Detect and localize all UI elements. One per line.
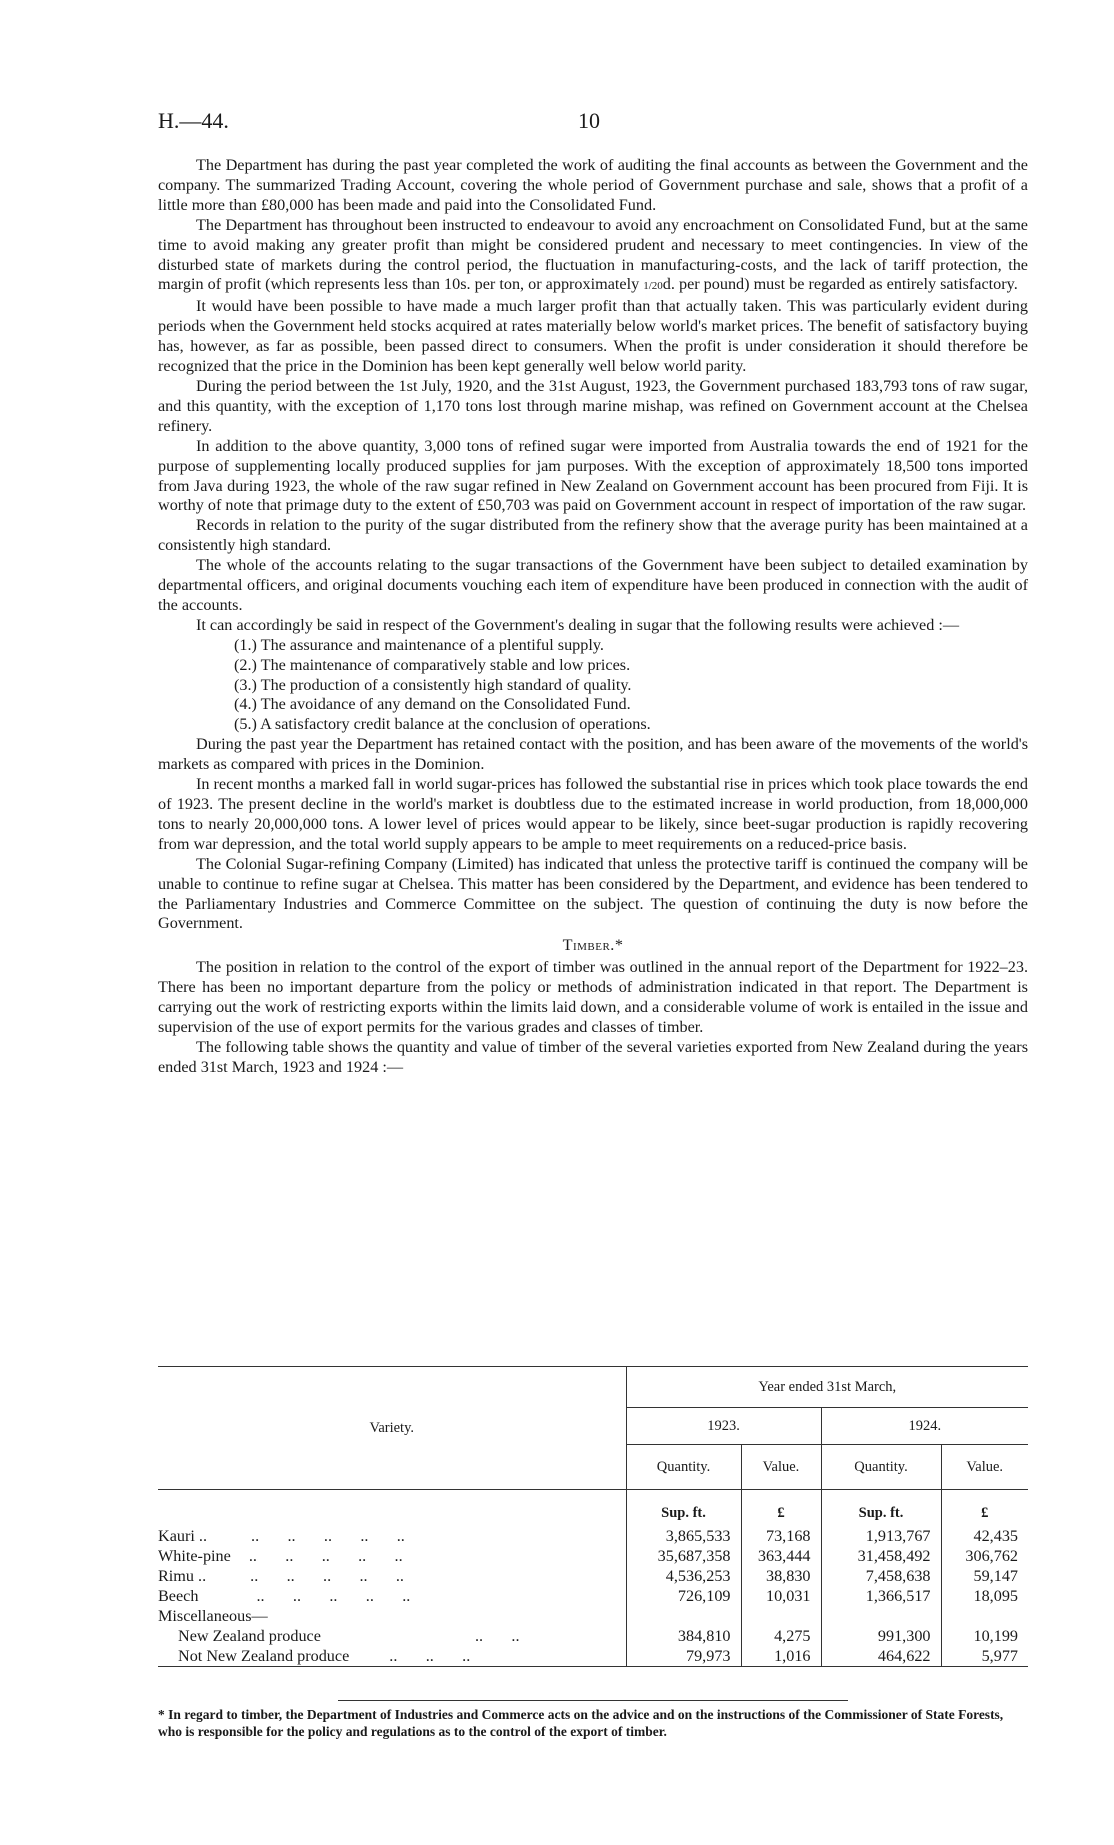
timber-export-table	[158, 1366, 1028, 1667]
quantity-header: Quantity.	[626, 1445, 741, 1490]
leader-dots: .. ..	[474, 1626, 520, 1645]
paragraph: The Colonial Sugar-refining Company (Limited) has indicated that unless the protective tariff is continued the company will be unable to continue to refine sugar at Chelsea. This matter has been considered by the Department, and evidence has been tendered to the Parliamentary Industries and Commerce Committee on the subject. The question of continuing the duty is now before the Government.	[158, 854, 1028, 933]
variety-name: Kauri ..	[158, 1526, 207, 1545]
value-1924: 42,435	[941, 1526, 1028, 1546]
variety-name: Not New Zealand produce	[178, 1646, 350, 1665]
variety-name: Rimu ..	[158, 1566, 207, 1585]
page-number: 10	[578, 108, 600, 133]
paragraph	[158, 216, 1028, 298]
quantity-1923: 35,687,358	[626, 1546, 741, 1566]
quantity-1924: 464,622	[821, 1646, 941, 1667]
value-header: Value.	[741, 1445, 821, 1490]
variety-name: Beech	[158, 1586, 199, 1605]
unit-value: £	[741, 1490, 821, 1527]
list-item: (4.) The avoidance of any demand on the Consolidated Fund.	[234, 695, 631, 714]
paragraph: Records in relation to the purity of the sugar distributed from the refinery show that the average purity has been maintained at a consistently high standard.	[158, 516, 1028, 555]
paragraph: In recent months a marked fall in world sugar-prices has followed the substantial rise in prices which took place towards the end of 1923. The present decline in the world's market is doubtless due to the estimated increase in world production, from 18,000,000 tons to nearly 20,000,000 tons. A lower level of prices would appear to be likely, since beet-sugar production is rapidly recovering from war depression, and the total world supply appears to be ample to meet requirements on a reduced-price basis.	[158, 775, 1028, 853]
list-item: (1.) The assurance and maintenance of a plentiful supply.	[234, 635, 604, 654]
leader-dots: .. .. .. .. ..	[251, 1526, 405, 1545]
value-1923: 4,275	[741, 1626, 821, 1646]
body-text	[158, 156, 1028, 1078]
year-ended-header: Year ended 31st March,	[626, 1367, 1028, 1408]
quantity-1923: 4,536,253	[626, 1566, 741, 1586]
report-reference: H.—44.	[158, 108, 229, 133]
quantity-1923: 726,109	[626, 1586, 741, 1606]
paragraph: It can accordingly be said in respect of the Government's dealing in sugar that the following results were achieved :—	[196, 615, 960, 634]
paragraph: During the period between the 1st July, 1920, and the 31st August, 1923, the Government purchased 183,793 tons of raw sugar, and this quantity, with the exception of 1,170 tons lost through marine mishap, was refined on Government account at the Chelsea refinery.	[158, 376, 1028, 435]
leader-dots: .. .. ..	[389, 1646, 471, 1665]
table-row	[158, 1626, 1028, 1646]
value-1924: 18,095	[941, 1586, 1028, 1606]
quantity-1924: 31,458,492	[821, 1546, 941, 1566]
table-row	[158, 1526, 1028, 1546]
value-1923: 38,830	[741, 1566, 821, 1586]
unit-quantity: Sup. ft.	[821, 1490, 941, 1527]
value-1924: 59,147	[941, 1566, 1028, 1586]
value-1924: 10,199	[941, 1626, 1028, 1646]
paragraph: The position in relation to the control of the export of timber was outlined in the annual report of the Department for 1922–23. There has been no important departure from the policy or methods of administration indicated in that report. The Department is carrying out the work of restricting exports within the limits laid down, and a considerable volume of work is entailed in the issue and supervision of the use of export permits for the various grades and classes of timber.	[158, 958, 1028, 1036]
unit-value: £	[941, 1490, 1028, 1527]
list-item: (5.) A satisfactory credit balance at the conclusion of operations.	[234, 715, 651, 734]
leader-dots: .. .. .. .. ..	[248, 1546, 403, 1565]
table-row	[158, 1566, 1028, 1586]
value-1923: 363,444	[741, 1546, 821, 1566]
year-1923-header: 1923.	[626, 1408, 821, 1445]
results-list	[158, 636, 1028, 736]
fraction: 1/20	[643, 280, 663, 293]
table-row	[158, 1546, 1028, 1566]
units-row	[158, 1490, 1028, 1527]
paragraph: In addition to the above quantity, 3,000 tons of refined sugar were imported from Australia towards the end of 1921 for the purpose of supplementing locally produced supplies for jam purposes. With the exception of approximately 18,500 tons imported from Java during 1923, the whole of the raw sugar refined in New Zealand on Government account has been procured from Fiji. It is worthy of note that primage duty to the extent of £50,703 was paid on Government account in respect of importation of the raw sugar.	[158, 436, 1028, 515]
miscellaneous-label: Miscellaneous—	[158, 1606, 268, 1625]
paragraph: The whole of the accounts relating to the sugar transactions of the Government have been subject to detailed examination by departmental officers, and original documents vouching each item of expenditure have been produced in connection with the audit of the accounts.	[158, 556, 1028, 614]
leader-dots: .. .. .. .. ..	[256, 1586, 411, 1605]
paragraph-text: The Department has throughout been instructed to endeavour to avoid any encroachment on Consolidated Fund, but at the same time to avoid making any greater profit than might be considered prudent and necessary to meet contingencies. In view of the disturbed state of markets during the control period, the fluctuation in manufacturing-costs, and the lack of tariff protection, the margin of profit (which represents less than 10s. per ton, or approximately	[158, 215, 1028, 294]
quantity-header: Quantity.	[821, 1445, 941, 1490]
footnote: * In regard to timber, the Department of Industries and Commerce acts on the advice and on the instructions of the Commissioner of State Forests, who is responsible for the policy and regulations as to the control of the export of timber.	[158, 1707, 1004, 1739]
quantity-1924: 1,366,517	[821, 1586, 941, 1606]
unit-quantity: Sup. ft.	[626, 1490, 741, 1527]
value-1923: 73,168	[741, 1526, 821, 1546]
quantity-1924: 1,913,767	[821, 1526, 941, 1546]
section-heading-timber: Timber.*	[562, 936, 624, 955]
year-1924-header: 1924.	[821, 1408, 1028, 1445]
footnote-divider	[338, 1700, 848, 1701]
paragraph: It would have been possible to have made a much larger profit than that actually taken. This was particularly evident during periods when the Government held stocks acquired at rates materially below world's market prices. The benefit of satisfactory buying has, however, as far as possible, been passed direct to consumers. When the profit is under consideration it should therefore be recognized that the price in the Dominion has been kept generally well below world parity.	[158, 297, 1028, 376]
value-1923: 10,031	[741, 1586, 821, 1606]
paragraph-text: d. per pound) must be regarded as entirely satisfactory.	[662, 275, 1018, 294]
value-1923: 1,016	[741, 1646, 821, 1667]
value-header: Value.	[941, 1445, 1028, 1490]
variety-column-header: Variety.	[158, 1367, 626, 1490]
table-row	[158, 1586, 1028, 1606]
page-header	[158, 108, 1028, 138]
quantity-1923: 384,810	[626, 1626, 741, 1646]
paragraph: During the past year the Department has retained contact with the position, and has been aware of the movements of the world's markets as compared with prices in the Dominion.	[158, 735, 1028, 774]
list-item: (3.) The production of a consistently high standard of quality.	[234, 675, 632, 694]
quantity-1923: 3,865,533	[626, 1526, 741, 1546]
list-item: (2.) The maintenance of comparatively stable and low prices.	[234, 655, 631, 674]
value-1924: 5,977	[941, 1646, 1028, 1667]
quantity-1923: 79,973	[626, 1646, 741, 1667]
quantity-1924: 991,300	[821, 1626, 941, 1646]
variety-name: White-pine	[158, 1546, 231, 1565]
leader-dots: .. .. .. .. ..	[250, 1566, 404, 1585]
table-row	[158, 1646, 1028, 1667]
quantity-1924: 7,458,638	[821, 1566, 941, 1586]
value-1924: 306,762	[941, 1546, 1028, 1566]
table-row	[158, 1606, 1028, 1626]
paragraph: The following table shows the quantity and value of timber of the several varieties exported from New Zealand during the years ended 31st March, 1923 and 1924 :—	[158, 1037, 1028, 1076]
variety-name: New Zealand produce	[178, 1626, 321, 1645]
paragraph: The Department has during the past year completed the work of auditing the final accounts as between the Government and the company. The summarized Trading Account, covering the whole period of Government purchase and sale, shows that a profit of a little more than £80,000 has been made and paid into the Consolidated Fund.	[158, 156, 1028, 214]
